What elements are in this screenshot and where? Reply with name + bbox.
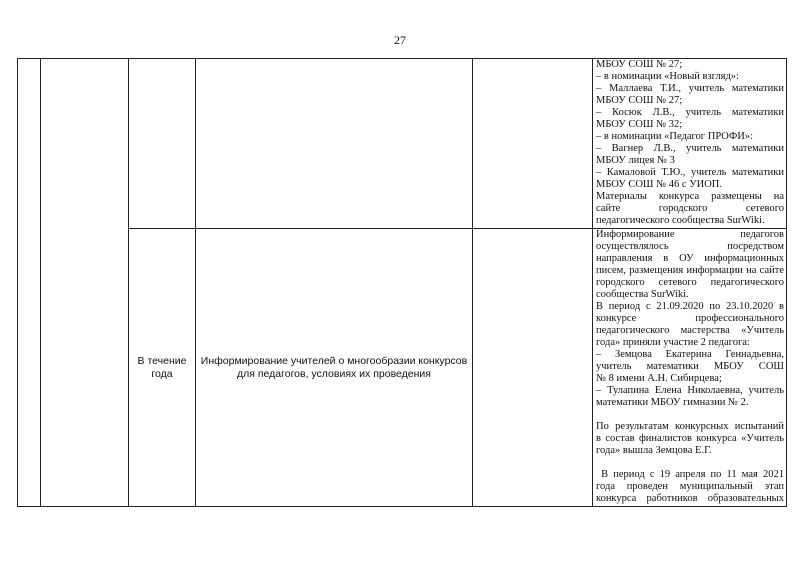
row1-results-cell xyxy=(596,59,784,227)
text-line: конкурса работников образовательных xyxy=(596,493,784,504)
text-line: – Маллаева Т.И., учитель математики xyxy=(596,83,784,94)
text-line: направления в ОУ информационных xyxy=(596,253,784,264)
text-line: – Вагнер Л.В., учитель математики xyxy=(596,143,784,154)
text-line: Информирование педагогов xyxy=(596,229,784,240)
text-line: конкурсе профессионального xyxy=(596,313,784,324)
text-line: – в номинации «Педагог ПРОФИ»: xyxy=(596,131,754,142)
column-border xyxy=(786,58,787,507)
text-line: в состав финалистов конкурса «Учитель xyxy=(596,433,784,444)
text-line: – Камаловой Т.Ю., учитель математики xyxy=(596,167,784,178)
text-line: МБОУ СОШ № 27; xyxy=(596,59,683,70)
text-line: – в номинации «Новый взгляд»: xyxy=(596,71,739,82)
text-line: – Тулапина Елена Николаевна, учитель xyxy=(596,385,784,396)
text-line: осуществлялось посредством xyxy=(596,241,784,252)
activity-cell: Информирование учителей о многообразии конкурсов для педагогов, условиях их проведения xyxy=(200,355,468,380)
text-line: писем, размещения информации на сайте xyxy=(596,265,784,276)
text-line: математики МБОУ гимназии № 2. xyxy=(596,397,749,408)
page-number: 27 xyxy=(394,33,406,47)
column-border xyxy=(195,58,196,507)
text-line: В период с 21.09.2020 по 23.10.2020 в xyxy=(596,301,784,312)
text-line: городского сетевого педагогического xyxy=(596,277,784,288)
text-line: МБОУ СОШ № 32; xyxy=(596,119,683,130)
text-line: В период с 19 апреля по 11 мая 2021 xyxy=(596,469,784,480)
text-line xyxy=(596,409,784,421)
column-border xyxy=(17,58,18,507)
column-border xyxy=(40,58,41,507)
text-line: сайте городского сетевого xyxy=(596,203,784,214)
text-line: педагогического мастерства «Учитель xyxy=(596,325,784,336)
text-line: МБОУ лицея № 3 xyxy=(596,155,675,166)
text-line: сообщества SurWiki. xyxy=(596,289,689,300)
period-cell: В течение года xyxy=(137,355,187,380)
text-line: года» вышла Земцова Е.Г. xyxy=(596,445,712,456)
text-line: педагогического сообщества SurWiki. xyxy=(596,215,765,226)
text-line: МБОУ СОШ № 46 с УИОП. xyxy=(596,179,723,190)
column-border xyxy=(592,58,593,507)
text-line: года» приняли участие 2 педагога: xyxy=(596,337,750,348)
text-line: учитель математики МБОУ СОШ xyxy=(596,361,784,372)
text-line: – Косюк Л.В., учитель математики xyxy=(596,107,784,118)
column-border xyxy=(472,58,473,507)
table-bottom-border xyxy=(17,506,787,507)
text-line: № 8 имени А.Н. Сибирцева; xyxy=(596,373,722,384)
text-line: Материалы конкурса размещены на xyxy=(596,191,784,202)
text-line: МБОУ СОШ № 27; xyxy=(596,95,683,106)
text-line: года проведен муниципальный этап xyxy=(596,481,784,492)
text-line xyxy=(596,457,784,469)
text-line: – Земцова Екатерина Геннадьевна, xyxy=(596,349,784,360)
column-border xyxy=(128,58,129,507)
row2-results-cell xyxy=(596,229,784,505)
text-line: По результатам конкурсных испытаний xyxy=(596,421,784,432)
